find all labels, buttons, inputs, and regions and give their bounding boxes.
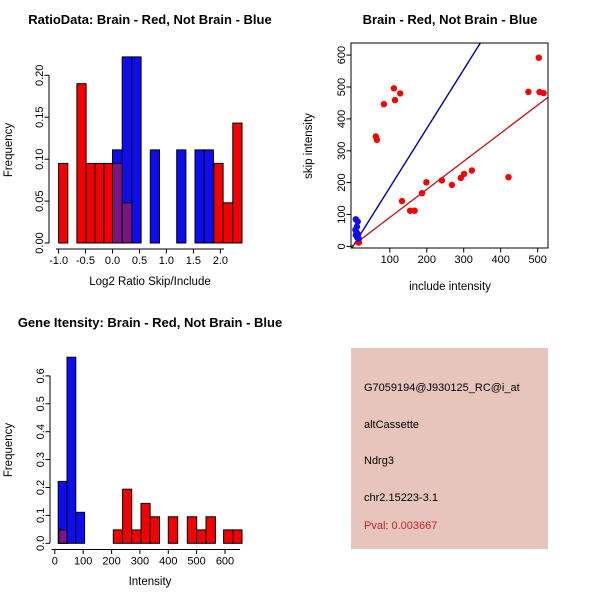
data-point xyxy=(536,55,542,61)
data-point xyxy=(392,97,398,103)
splice-type-text: altCassette xyxy=(364,419,420,431)
y-tick-label: 0.00 xyxy=(34,232,46,254)
pval-text: Pval: 0.003667 xyxy=(364,520,438,532)
y-tick-label: 0.6 xyxy=(35,368,47,384)
data-point xyxy=(423,179,429,185)
data-point xyxy=(356,236,362,242)
y-tick-label: 100 xyxy=(336,205,348,224)
y-tick-label: 0.0 xyxy=(35,535,47,551)
gene-intensity-histogram-panel xyxy=(0,300,300,600)
ratio-histogram-canvas xyxy=(0,0,300,300)
scatter-xlabel: include intensity xyxy=(409,281,491,293)
histogram-bar xyxy=(76,512,85,543)
x-tick-label: 0.0 xyxy=(104,255,121,267)
x-tick-label: -1.0 xyxy=(49,255,69,267)
gene-intensity-histogram-title: Gene Itensity: Brain - Red, Not Brain - Blue xyxy=(17,315,283,330)
histogram-bar xyxy=(233,123,242,243)
y-tick-label: 0.2 xyxy=(35,479,47,496)
data-point xyxy=(397,90,403,96)
histogram-bar xyxy=(206,517,215,544)
histogram-bar xyxy=(122,203,132,243)
y-tick-label: 0.1 xyxy=(35,507,47,524)
histogram-bar xyxy=(141,503,150,543)
data-point xyxy=(505,174,511,180)
histogram-bar xyxy=(168,517,177,544)
fit-line xyxy=(351,0,548,249)
y-tick-label: 0.05 xyxy=(34,190,46,212)
histogram-bar xyxy=(95,163,104,243)
intensity-scatter-panel xyxy=(300,0,600,300)
info-box xyxy=(351,348,548,549)
x-tick-label: 200 xyxy=(102,555,121,568)
plot-box xyxy=(351,43,548,248)
probe-id-text: G7059194@J930125_RC@i_at xyxy=(364,382,520,394)
histogram-bar xyxy=(77,84,86,243)
gene-name-text: Ndrg3 xyxy=(364,455,394,467)
x-tick-label: 500 xyxy=(187,555,206,568)
x-tick-label: 0.5 xyxy=(131,255,148,267)
x-tick-label: 300 xyxy=(454,254,473,266)
data-point xyxy=(399,198,405,204)
x-tick-label: 0 xyxy=(51,555,58,568)
y-tick-label: 400 xyxy=(336,109,348,129)
scatter-ylabel: skip intensity xyxy=(303,113,315,179)
ratio-histogram-xlabel: Log2 Ratio Skip/Include xyxy=(89,276,211,288)
histogram-bar xyxy=(113,163,123,243)
histogram-bar xyxy=(150,517,159,544)
data-point xyxy=(374,137,380,143)
histogram-bar xyxy=(59,530,67,543)
y-tick-label: 0.15 xyxy=(34,106,46,128)
gene-intensity-histogram-canvas xyxy=(0,300,300,600)
histogram-bar xyxy=(187,517,196,544)
histogram-bar xyxy=(104,163,113,243)
histogram-bar xyxy=(177,150,186,243)
x-tick-label: -0.5 xyxy=(76,255,95,267)
y-tick-label: 0.3 xyxy=(35,451,47,468)
data-point xyxy=(449,182,455,188)
histogram-bar xyxy=(150,150,159,243)
gene-intensity-histogram-ylabel: Frequency xyxy=(3,422,15,478)
histogram-bar xyxy=(197,530,206,543)
x-tick-label: 500 xyxy=(528,254,547,266)
ratio-histogram-title: RatioData: Brain - Red, Not Brain - Blue xyxy=(28,12,272,27)
histogram-bar xyxy=(86,163,95,243)
data-point xyxy=(419,190,425,196)
y-tick-label: 0.4 xyxy=(35,424,47,440)
y-tick-label: 300 xyxy=(336,141,348,160)
histogram-bar xyxy=(214,163,223,243)
histogram-bar xyxy=(233,530,242,543)
y-tick-label: 200 xyxy=(336,173,348,192)
y-tick-label: 0.10 xyxy=(34,148,46,170)
x-tick-label: 600 xyxy=(215,555,235,568)
ratio-histogram-panel xyxy=(0,0,300,300)
histogram-bar xyxy=(132,57,141,243)
histogram-bar xyxy=(195,150,204,243)
y-tick-label: 0 xyxy=(336,243,348,250)
x-tick-label: 1.0 xyxy=(158,255,175,267)
x-tick-label: 200 xyxy=(417,254,436,266)
histogram-bar xyxy=(223,203,233,243)
gene-intensity-histogram-xlabel: Intensity xyxy=(128,576,172,588)
fit-line xyxy=(351,97,548,247)
y-tick-label: 600 xyxy=(336,45,348,65)
scatter-title: Brain - Red, Not Brain - Blue xyxy=(362,12,538,27)
x-tick-label: 100 xyxy=(74,555,93,568)
y-tick-label: 0.5 xyxy=(35,396,47,412)
x-tick-label: 400 xyxy=(491,254,510,266)
data-point xyxy=(391,85,397,91)
ratio-histogram-ylabel: Frequency xyxy=(3,122,15,178)
histogram-bar xyxy=(59,163,68,243)
data-point xyxy=(469,167,475,173)
histogram-bar xyxy=(224,530,233,543)
histogram-bar xyxy=(123,489,132,543)
histogram-bar xyxy=(67,357,76,543)
x-tick-label: 1.5 xyxy=(185,255,202,267)
data-point xyxy=(525,89,531,95)
data-point xyxy=(439,177,445,183)
histogram-bar xyxy=(132,530,141,543)
intensity-scatter-canvas xyxy=(300,0,600,300)
data-point xyxy=(381,101,387,107)
histogram-bar xyxy=(204,150,213,243)
y-tick-label: 0.20 xyxy=(34,64,46,87)
x-tick-label: 300 xyxy=(130,555,150,568)
histogram-bar xyxy=(113,530,122,543)
x-tick-label: 2.0 xyxy=(212,255,229,267)
chromosome-location-text: chr2.15223-3.1 xyxy=(364,492,438,504)
data-point xyxy=(411,208,417,214)
x-tick-label: 100 xyxy=(380,254,399,266)
y-tick-label: 500 xyxy=(336,77,348,97)
x-tick-label: 400 xyxy=(159,555,178,568)
data-point xyxy=(540,90,546,96)
data-point xyxy=(461,171,467,177)
gene-info-panel xyxy=(300,300,600,600)
